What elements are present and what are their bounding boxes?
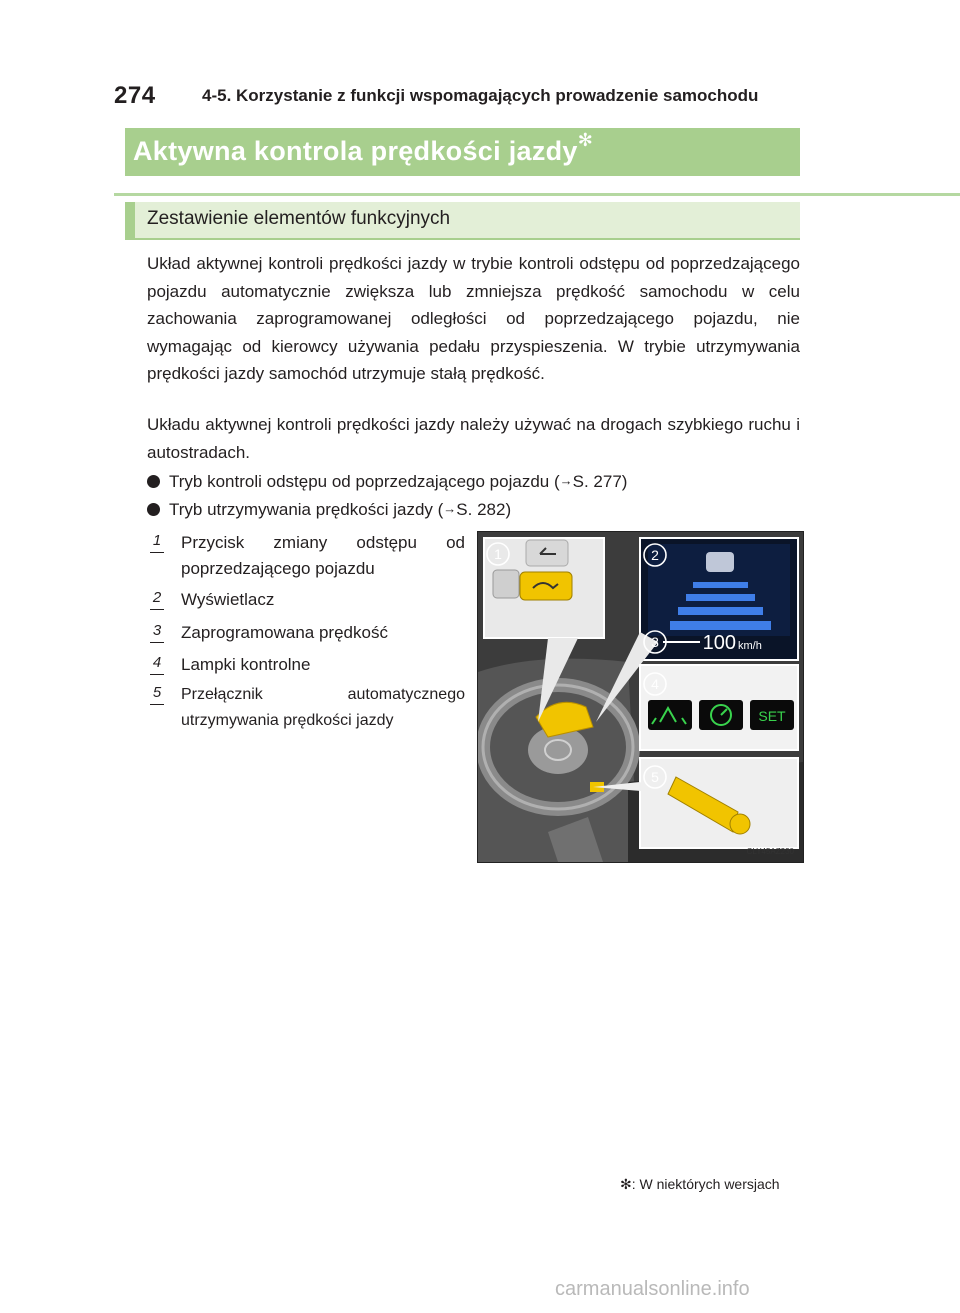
asterisk-mark-icon: ✻ [620, 1176, 632, 1192]
set-indicator: SET [758, 708, 786, 724]
asterisk-mark-icon: ✻ [577, 130, 594, 150]
section-title-text: Aktywna kontrola prędkości jazdy [133, 136, 578, 166]
legend-text: Przełącznik automatycznego utrzymywania prędkości jazdy [181, 686, 465, 729]
paragraph-usage: Układu aktywnej kontroli prędkości jazdy należy używać na drogach szybkiego ruchu i autostradach. [147, 415, 800, 462]
section-title [133, 130, 594, 167]
header-divider [114, 193, 960, 196]
legend-text: Lampki kontrolne [181, 655, 311, 674]
callout-number-1: 1 [494, 546, 502, 562]
speed-value: 100 [702, 632, 736, 654]
bullet-dot-icon [147, 475, 160, 488]
illustration-svg [478, 532, 803, 862]
bullet-dot-icon [147, 503, 160, 516]
callout-number-2: 2 [651, 547, 659, 563]
legend-number: 2 [150, 587, 164, 610]
legend-text: Zaprogramowana prędkość [181, 623, 388, 642]
subheading-bar [125, 202, 800, 240]
page-reference-link[interactable]: S. 277) [572, 472, 628, 491]
legend-item [150, 682, 465, 734]
callout-number-5: 5 [651, 769, 659, 785]
legend-text: Wyświetlacz [181, 590, 275, 609]
cruise-control-illustration [477, 531, 804, 863]
chapter-title: 4-5. Korzystanie z funkcji wspomagających prowadzenie samochodu [202, 86, 759, 105]
footnote [620, 1176, 780, 1193]
callout-number-4: 4 [651, 676, 659, 692]
image-code: CLY45AZ230 [746, 847, 794, 856]
legend-item [150, 587, 465, 613]
paragraph-intro: Układ aktywnej kontroli prędkości jazdy w trybie kontroli odstępu od poprzedzającego pojazdu automatycznie zwiększa lub zmniejsza prędkość samochodu w celu zachowania zaprogramowanej odległości od poprzedzającego pojazdu, nie wymagając od kierowcy używania pedału przyspieszenia. W trybie utrzymywania prędkości jazdy samochód utrzymuje stałą prędkość. [147, 254, 800, 383]
page-number: 274 [114, 82, 156, 109]
bullet-item [147, 495, 511, 523]
legend-number: 1 [150, 530, 164, 553]
bullet-text: Tryb kontroli odstępu od poprzedzającego pojazdu ( [169, 472, 560, 491]
bullet-text: Tryb utrzymywania prędkości jazdy ( [169, 500, 444, 519]
speed-unit: km/h [738, 640, 762, 652]
callout-number-3: 3 [651, 634, 659, 650]
bullet-item [147, 467, 627, 495]
section-title-bar [125, 128, 800, 176]
legend-number: 3 [150, 620, 164, 643]
page-reference-link[interactable]: S. 282) [456, 500, 512, 519]
arrow-right-icon: → [559, 473, 573, 488]
legend-number: 4 [150, 652, 164, 675]
footnote-text: : W niektórych wersjach [631, 1176, 780, 1192]
legend-number: 5 [150, 682, 164, 705]
legend-item [150, 530, 465, 582]
legend-text: Przycisk zmiany odstępu od poprzedzającego pojazdu [181, 533, 465, 578]
legend-item [150, 652, 465, 678]
watermark: carmanualsonline.info [555, 1278, 750, 1300]
legend-item [150, 620, 465, 646]
subheading: Zestawienie elementów funkcyjnych [147, 208, 451, 229]
arrow-right-icon: → [443, 501, 457, 516]
